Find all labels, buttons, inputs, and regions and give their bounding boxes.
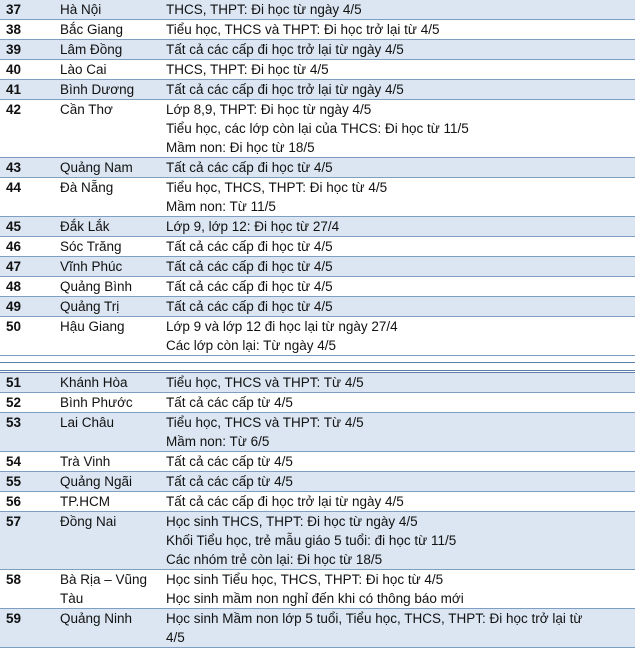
schedule-cell — [166, 80, 635, 99]
province-name: Đắk Lắk — [60, 219, 110, 234]
row-number: 40 — [6, 62, 22, 77]
province-name: Đà Nẵng — [60, 180, 114, 195]
table-row — [0, 237, 635, 257]
province-name: Sóc Trăng — [60, 239, 122, 254]
province-name: Quảng Bình — [60, 279, 133, 294]
table-row — [0, 158, 635, 178]
schedule-cell — [166, 20, 635, 39]
schedule-cell — [166, 40, 635, 59]
schedule-line: Tất cả các cấp đi học trở lại từ ngày 4/5 — [166, 42, 404, 57]
table-row — [0, 178, 635, 217]
table-row — [0, 570, 635, 609]
schedule-line: Các lớp còn lại: Từ ngày 4/5 — [166, 338, 336, 353]
table-row — [0, 413, 635, 452]
table-row — [0, 472, 635, 492]
table-row — [0, 20, 635, 40]
table-row — [0, 297, 635, 317]
province-cell — [56, 393, 166, 412]
row-number: 54 — [6, 454, 22, 469]
table-section-2 — [0, 373, 635, 648]
province-name: Vĩnh Phúc — [60, 259, 123, 274]
row-number: 55 — [6, 474, 22, 489]
province-name: Hậu Giang — [60, 319, 125, 334]
province-name: Quảng Nam — [60, 160, 133, 175]
province-cell — [56, 217, 166, 236]
schedule-line: Tiểu học, các lớp còn lại của THCS: Đi học từ 11/5 — [166, 121, 469, 136]
schedule-line: Lớp 9 và lớp 12 đi học lại từ ngày 27/4 — [166, 319, 398, 334]
schedule-line: Tất cả các cấp từ 4/5 — [166, 454, 293, 469]
table-row — [0, 80, 635, 100]
schedule-cell — [166, 297, 635, 316]
schedule-cell — [166, 277, 635, 296]
province-cell — [56, 80, 166, 99]
province-cell — [56, 277, 166, 296]
schedule-cell — [166, 178, 635, 216]
province-name: Bắc Giang — [60, 22, 124, 37]
schedule-cell — [166, 237, 635, 256]
schedule-line: Học sinh mầm non nghỉ đến khi có thông báo mới — [166, 591, 464, 606]
province-name: Lào Cai — [60, 62, 107, 77]
table-row — [0, 317, 635, 356]
province-name: Bà Rịa – Vũng — [60, 572, 148, 587]
province-cell — [56, 373, 166, 392]
row-number: 43 — [6, 160, 22, 175]
province-name: Tàu — [60, 591, 84, 606]
schedule-cell — [166, 393, 635, 412]
table-row — [0, 277, 635, 297]
row-number: 37 — [6, 2, 22, 17]
province-cell — [56, 60, 166, 79]
province-cell — [56, 609, 166, 647]
schedule-line: Học sinh THCS, THPT: Đi học từ ngày 4/5 — [166, 514, 418, 529]
schedule-line: Tiểu học, THCS, THPT: Đi học từ 4/5 — [166, 180, 388, 195]
schedule-cell — [166, 60, 635, 79]
province-name: TP.HCM — [60, 494, 111, 509]
table-row — [0, 609, 635, 648]
schedule-line: Tất cả các cấp từ 4/5 — [166, 395, 293, 410]
table-row — [0, 373, 635, 393]
province-cell — [56, 100, 166, 157]
schedule-cell — [166, 413, 635, 451]
province-name: Hà Nội — [60, 2, 102, 17]
row-number: 48 — [6, 279, 22, 294]
province-cell — [56, 472, 166, 491]
schedule-cell — [166, 472, 635, 491]
table-row — [0, 40, 635, 60]
schedule-cell — [166, 0, 635, 19]
schedule-line: Mầm non: Đi học từ 18/5 — [166, 140, 315, 155]
row-number: 51 — [6, 375, 22, 390]
province-name: Quảng Trị — [60, 299, 120, 314]
schedule-line: Học sinh Tiểu học, THCS, THPT: Đi học từ 4/5 — [166, 572, 444, 587]
schedule-cell — [166, 492, 635, 511]
schedule-line: Tiểu học, THCS và THPT: Đi học trở lại từ 4/5 — [166, 22, 440, 37]
section-divider — [0, 362, 635, 373]
row-number: 57 — [6, 514, 22, 529]
province-name: Cần Thơ — [60, 102, 113, 117]
schedule-line: Tất cả các cấp đi học trở lại từ ngày 4/5 — [166, 82, 404, 97]
row-number: 39 — [6, 42, 22, 57]
row-number: 56 — [6, 494, 22, 509]
schedule-line: Lớp 8,9, THPT: Đi học từ ngày 4/5 — [166, 102, 372, 117]
schedule-line: Khối Tiểu học, trẻ mẫu giáo 5 tuổi: đi học từ 11/5 — [166, 533, 457, 548]
table-row — [0, 60, 635, 80]
row-number: 52 — [6, 395, 22, 410]
schedule-line: Tất cả các cấp đi học từ 4/5 — [166, 160, 333, 175]
province-cell — [56, 297, 166, 316]
schedule-line: Tất cả các cấp từ 4/5 — [166, 474, 293, 489]
province-cell — [56, 40, 166, 59]
schedule-line: Tiểu học, THCS và THPT: Từ 4/5 — [166, 375, 364, 390]
province-name: Quảng Ninh — [60, 611, 133, 626]
table-row — [0, 452, 635, 472]
province-name: Lâm Đồng — [60, 42, 123, 57]
schedule-line: Tất cả các cấp đi học từ 4/5 — [166, 259, 333, 274]
province-cell — [56, 570, 166, 608]
schedule-line: Lớp 9, lớp 12: Đi học từ 27/4 — [166, 219, 340, 234]
schedule-cell — [166, 158, 635, 177]
schedule-line: THCS, THPT: Đi học từ 4/5 — [166, 62, 329, 77]
province-cell — [56, 452, 166, 471]
province-cell — [56, 237, 166, 256]
schedule-line: Tiểu học, THCS và THPT: Từ 4/5 — [166, 415, 364, 430]
province-cell — [56, 257, 166, 276]
province-cell — [56, 492, 166, 511]
row-number: 47 — [6, 259, 22, 274]
schedule-line: Tất cả các cấp đi học trở lại từ ngày 4/5 — [166, 494, 404, 509]
province-cell — [56, 512, 166, 569]
row-number: 46 — [6, 239, 22, 254]
schedule-cell — [166, 570, 635, 608]
province-cell — [56, 178, 166, 216]
schedule-line: Học sinh Mầm non lớp 5 tuổi, Tiểu học, THCS, THPT: Đi học trở lại từ — [166, 611, 583, 626]
province-cell — [56, 158, 166, 177]
schedule-cell — [166, 257, 635, 276]
province-cell — [56, 317, 166, 355]
table-row — [0, 100, 635, 158]
province-cell — [56, 20, 166, 39]
province-name: Khánh Hòa — [60, 375, 128, 390]
schedule-cell — [166, 100, 635, 157]
table-row — [0, 0, 635, 20]
province-name: Đồng Nai — [60, 514, 117, 529]
row-number: 53 — [6, 415, 22, 430]
row-number: 41 — [6, 82, 22, 97]
row-number: 49 — [6, 299, 22, 314]
row-number: 44 — [6, 180, 22, 195]
province-cell — [56, 413, 166, 451]
row-number: 50 — [6, 319, 22, 334]
schedule-line: Tất cả các cấp đi học từ 4/5 — [166, 299, 333, 314]
schedule-line: Mầm non: Từ 11/5 — [166, 199, 276, 214]
row-number: 58 — [6, 572, 22, 587]
table-row — [0, 512, 635, 570]
schedule-cell — [166, 512, 635, 569]
province-name: Bình Dương — [60, 82, 135, 97]
row-number: 38 — [6, 22, 22, 37]
schedule-line: THCS, THPT: Đi học từ ngày 4/5 — [166, 2, 362, 17]
table-row — [0, 217, 635, 237]
table-row — [0, 257, 635, 277]
row-number: 45 — [6, 219, 22, 234]
province-name: Quảng Ngãi — [60, 474, 133, 489]
schedule-line: 4/5 — [166, 630, 185, 645]
table-row — [0, 492, 635, 512]
schedule-line: Mầm non: Từ 6/5 — [166, 434, 270, 449]
province-name: Bình Phước — [60, 395, 133, 410]
province-cell — [56, 0, 166, 19]
schedule-line: Các nhóm trẻ còn lại: Đi học từ 18/5 — [166, 552, 383, 567]
province-name: Trà Vinh — [60, 454, 111, 469]
row-number: 59 — [6, 611, 22, 626]
schedule-cell — [166, 317, 635, 355]
schedule-cell — [166, 452, 635, 471]
schedule-line: Tất cả các cấp đi học từ 4/5 — [166, 239, 333, 254]
schedule-cell — [166, 217, 635, 236]
table-row — [0, 393, 635, 413]
province-name: Lai Châu — [60, 415, 115, 430]
row-number: 42 — [6, 102, 22, 117]
schedule-line: Tất cả các cấp đi học từ 4/5 — [166, 279, 333, 294]
schedule-cell — [166, 373, 635, 392]
schedule-cell — [166, 609, 635, 647]
